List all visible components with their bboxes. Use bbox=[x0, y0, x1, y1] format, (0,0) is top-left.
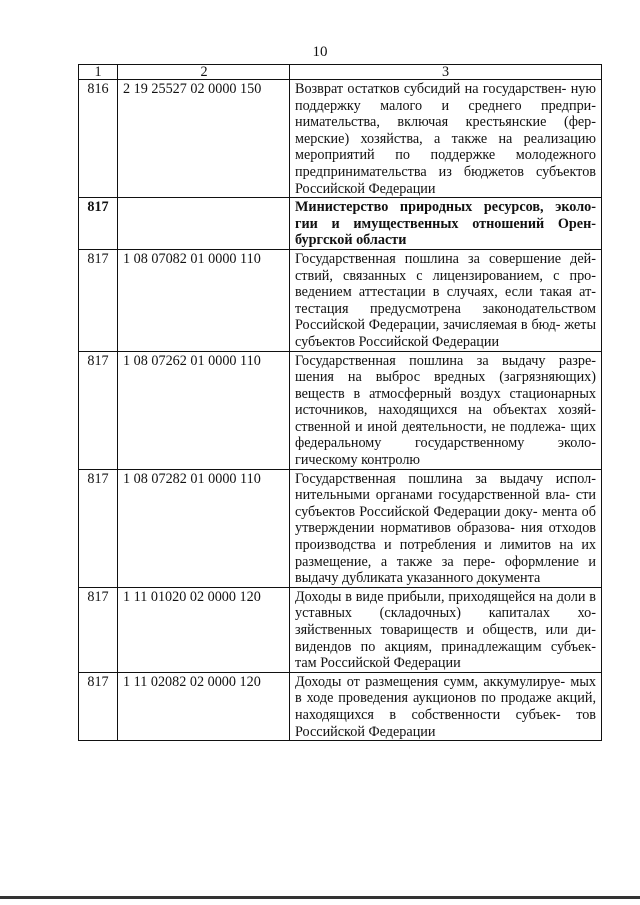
table-row bbox=[79, 249, 602, 351]
description-line: доли в уставных (складочных) капиталах хо- bbox=[295, 588, 597, 622]
table-row bbox=[79, 351, 602, 469]
page-number: 10 bbox=[312, 44, 328, 60]
description-line: источников, находящихся на объектах хозяй- bbox=[295, 402, 596, 419]
income-code-cell: 1 08 07082 01 0000 110 bbox=[118, 249, 290, 351]
admin-code-cell: 817 bbox=[79, 249, 118, 351]
income-code-cell: 1 08 07282 01 0000 110 bbox=[118, 469, 290, 587]
description-line: мерские) хозяйства, а также на реализацию bbox=[295, 130, 596, 147]
description-line: зяйственных товариществ и обществ, или ди- bbox=[295, 622, 596, 638]
description-line: шения на выброс вредных (загрязняющих) bbox=[295, 369, 596, 386]
description-line: акций, находящихся в собственности субъек- bbox=[295, 690, 596, 723]
description-line: ную поддержку малого и среднего предпри- bbox=[295, 81, 597, 114]
description-line: веществ в атмосферный воздух стационарных bbox=[295, 385, 596, 402]
description-line: документа bbox=[476, 570, 541, 587]
description-line: гическому контролю bbox=[295, 452, 421, 469]
description-line: нительными органами государственной вла- bbox=[295, 487, 571, 504]
description-line: лимитов на их размещение, а также за пере- bbox=[295, 537, 596, 570]
description-line: ния отходов производства и потребления и bbox=[295, 520, 596, 554]
description-cell bbox=[290, 469, 602, 587]
description-line: Российской Федерации bbox=[295, 180, 436, 197]
description-line: мых в ходе проведения аукционов по продаже bbox=[295, 673, 597, 707]
description-line: Доходы в виде прибыли, приходящейся на bbox=[295, 588, 553, 605]
description-line: мероприятий по поддержке молодежного bbox=[295, 147, 596, 164]
description-line: тестация предусмотрена законодательством bbox=[295, 300, 596, 317]
income-code-cell: 1 08 07262 01 0000 110 bbox=[118, 351, 290, 469]
column-header-3: 3 bbox=[290, 65, 602, 80]
description-line: нимательства, включая крестьянские (фер- bbox=[295, 114, 596, 131]
description-line: Государственная пошлина за выдачу разре- bbox=[295, 352, 596, 369]
income-codes-table bbox=[78, 64, 602, 741]
description-line: мента об утверждении нормативов образова- bbox=[295, 503, 596, 537]
description-cell bbox=[290, 80, 602, 198]
description-cell bbox=[290, 198, 602, 250]
column-header-1: 1 bbox=[79, 65, 118, 80]
table-row bbox=[79, 80, 602, 198]
income-code-cell: 1 11 01020 02 0000 120 bbox=[118, 587, 290, 672]
admin-code-cell: 816 bbox=[79, 80, 118, 198]
description-cell bbox=[290, 672, 602, 740]
description-line: оформление и выдачу дубликата указанного bbox=[295, 553, 597, 587]
table-row bbox=[79, 672, 602, 740]
description-line: тов Российской Федерации bbox=[295, 706, 597, 740]
table-row bbox=[79, 198, 602, 250]
description-line: ствий, связанных с лицензированием, с про- bbox=[295, 267, 596, 284]
table-row bbox=[79, 587, 602, 672]
description-line: Российской Федерации, зачисляемая в бюд- bbox=[295, 317, 561, 334]
description-line: Министерство природных ресурсов, эколо- bbox=[295, 199, 596, 216]
description-cell bbox=[290, 249, 602, 351]
description-line: щих федеральному государственному эколо- bbox=[295, 418, 596, 452]
description-line: бургской области bbox=[295, 232, 407, 249]
column-header-2: 2 bbox=[118, 65, 290, 80]
description-line: Доходы от размещения сумм, аккумулируе- bbox=[295, 673, 566, 690]
admin-code-cell: 817 bbox=[79, 672, 118, 740]
description-cell bbox=[290, 351, 602, 469]
table-row bbox=[79, 469, 602, 587]
description-line: Возврат остатков субсидий на государствен- bbox=[295, 81, 567, 97]
description-line: предпринимательства из бюджетов субъектов bbox=[295, 163, 596, 180]
description-line: ведением аттестации в случаях, если такая ат- bbox=[295, 284, 596, 301]
table-header-row bbox=[79, 65, 602, 80]
income-code-cell: 1 11 02082 02 0000 120 bbox=[118, 672, 290, 740]
admin-code-cell: 817 bbox=[79, 351, 118, 469]
description-line: Государственная пошлина за выдачу испол- bbox=[295, 470, 596, 487]
description-line: ственной и иной деятельности, не подлежа- bbox=[295, 418, 566, 435]
page-bottom-rule bbox=[0, 896, 640, 899]
description-line: Государственная пошлина за совершение дей- bbox=[295, 250, 596, 267]
description-line: жеты субъектов Российской Федерации bbox=[295, 317, 597, 350]
admin-code-cell: 817 bbox=[79, 198, 118, 250]
description-line: сти субъектов Российской Федерации доку- bbox=[295, 487, 596, 520]
description-cell bbox=[290, 587, 602, 672]
admin-code-cell: 817 bbox=[79, 469, 118, 587]
admin-code-cell: 817 bbox=[79, 587, 118, 672]
income-code-cell: 2 19 25527 02 0000 150 bbox=[118, 80, 290, 198]
description-line: там Российской Федерации bbox=[295, 655, 461, 672]
description-line: видендов по акциям, принадлежащим субъек- bbox=[295, 638, 596, 655]
income-code-cell bbox=[118, 198, 290, 250]
description-line: гии и имущественных отношений Орен- bbox=[295, 215, 596, 232]
table-body bbox=[79, 65, 602, 741]
